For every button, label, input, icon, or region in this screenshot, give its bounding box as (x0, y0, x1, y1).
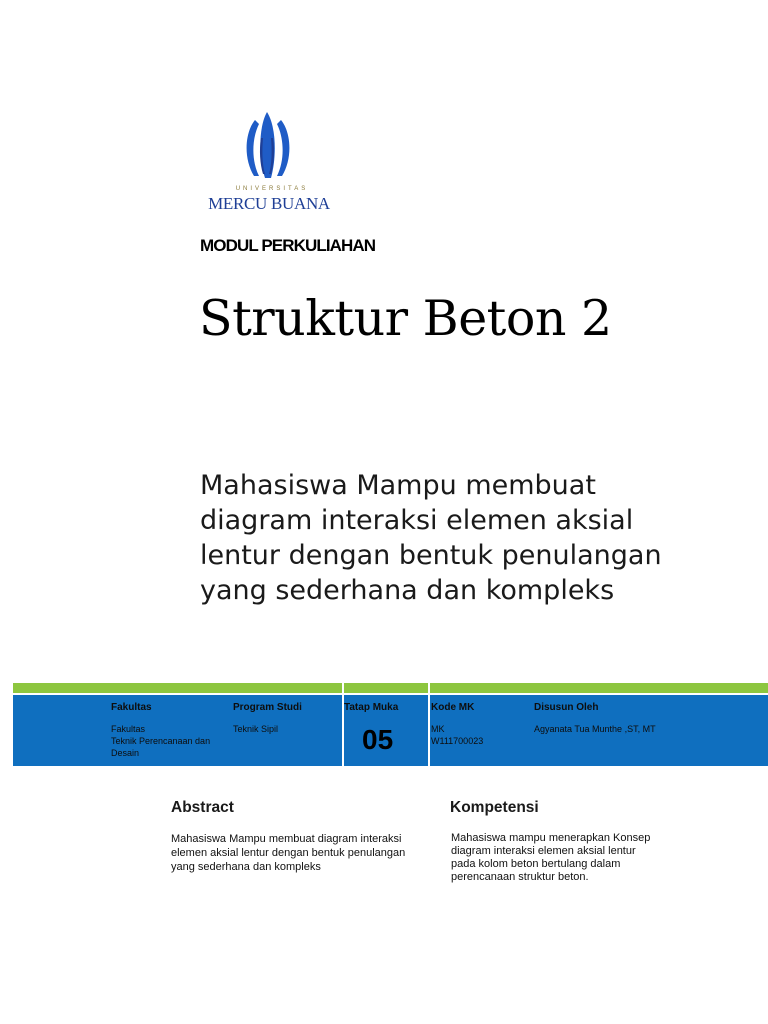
abstract-heading: Abstract (171, 799, 234, 816)
logo-university-label: UNIVERSITAS (235, 186, 309, 192)
header-kode-mk: Kode MK (431, 702, 475, 713)
page-title: Struktur Beton 2 (199, 290, 612, 347)
header-tatap-muka: Tatap Muka (344, 702, 399, 713)
kompetensi-text: Mahasiswa mampu menerapkan Konsep diagram interaksi elemen aksial lentur pada kolom beton bertulang dalam perencanaan struktur beton. (451, 832, 651, 883)
value-program-studi: Teknik Sipil (233, 724, 279, 734)
header-disusun-oleh: Disusun Oleh (534, 702, 599, 713)
value-tatap-muka: 05 (362, 724, 394, 755)
university-logo (199, 108, 336, 218)
header-fakultas: Fakultas (111, 702, 152, 713)
value-disusun-oleh: Agyanata Tua Munthe ,ST, MT (534, 724, 656, 734)
mercu-buana-emblem-icon (199, 108, 336, 188)
logo-university-name: MERCU BUANA (208, 194, 330, 213)
header-program-studi: Program Studi (233, 702, 302, 713)
info-divider (428, 683, 430, 766)
info-band-green-stripe (13, 683, 768, 693)
value-fakultas: Fakultas Teknik Perencanaan dan Desain (111, 724, 211, 758)
kompetensi-heading: Kompetensi (450, 799, 539, 816)
modul-label: MODUL PERKULIAHAN (200, 236, 376, 255)
info-divider (342, 683, 344, 766)
abstract-text: Mahasiswa Mampu membuat diagram interaksi elemen aksial lentur dengan bentuk penulangan yang sederhana dan kompleks (171, 833, 406, 873)
page-subtitle: Mahasiswa Mampu membuat diagram interaksi elemen aksial lentur dengan bentuk penulangan yang sederhana dan kompleks (200, 470, 662, 606)
value-kode-mk: MK W111700023 (431, 724, 484, 746)
